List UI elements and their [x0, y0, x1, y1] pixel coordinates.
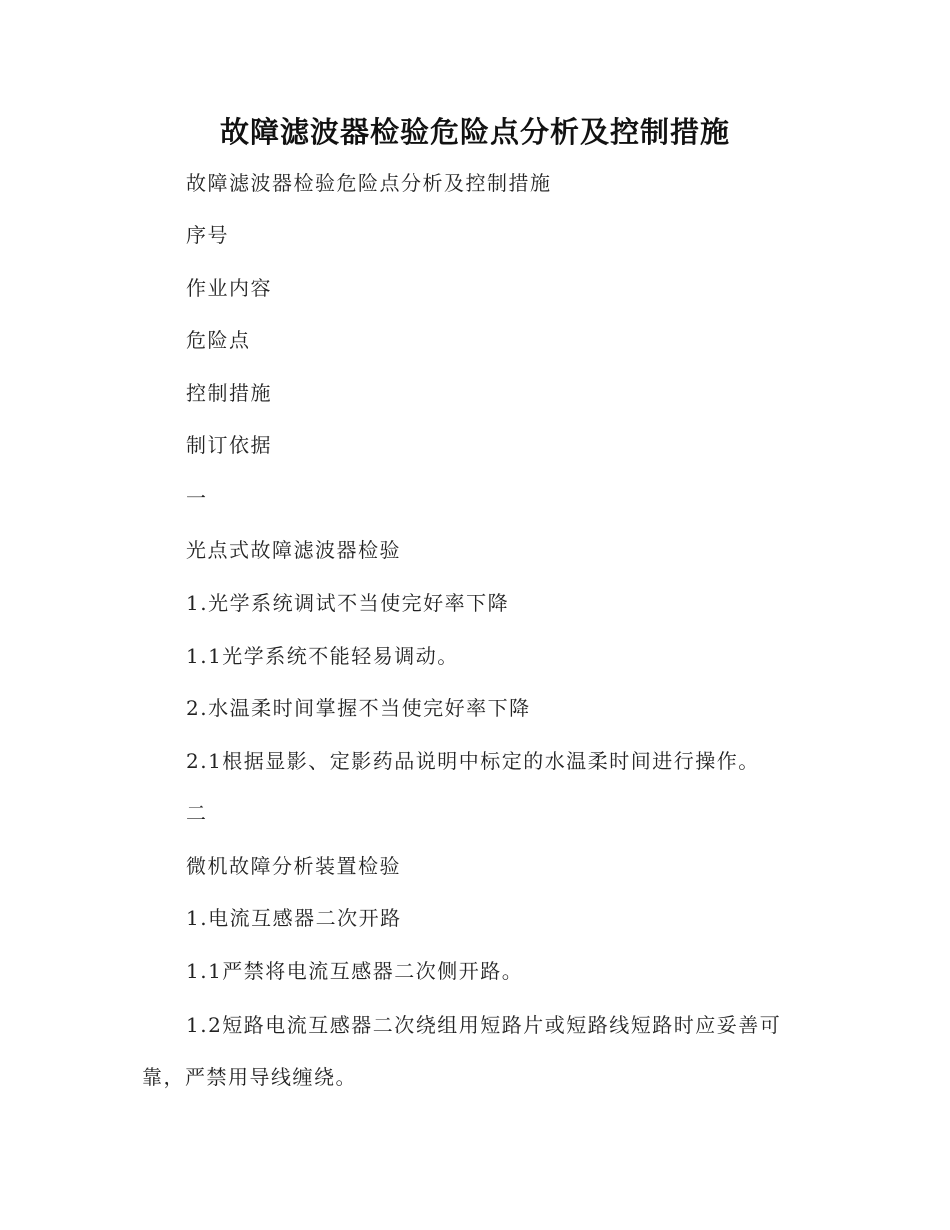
paragraph-basis: 制订依据	[186, 433, 272, 457]
paragraph-item-ct-1-1: 1.1严禁将电流互感器二次侧开路。	[186, 959, 524, 983]
paragraph-item-2-1: 2.1根据显影、定影药品说明中标定的水温柔时间进行操作。	[186, 749, 760, 773]
paragraph-item-1: 1.光学系统调试不当使完好率下降	[186, 591, 510, 615]
paragraph-danger-point: 危险点	[186, 328, 251, 352]
paragraph-control-measures: 控制措施	[186, 381, 272, 405]
paragraph-section-one: 一	[186, 486, 208, 510]
paragraph-section-two: 二	[186, 801, 208, 825]
paragraph-item-ct-1: 1.电流互感器二次开路	[186, 906, 402, 930]
document-title: 故障滤波器检验危险点分析及控制措施	[219, 115, 730, 149]
paragraph-serial-number: 序号	[186, 223, 229, 247]
paragraph-item-1-1: 1.1光学系统不能轻易调动。	[186, 644, 459, 668]
paragraph-item-ct-1-2: 1.2短路电流互感器二次绕组用短路片或短路线短路时应妥善可靠，严禁用导线缠绕。	[142, 1013, 782, 1089]
paragraph-work-content: 作业内容	[186, 276, 272, 300]
paragraph-section-two-title: 微机故障分析装置检验	[186, 854, 401, 878]
paragraph-item-2: 2.水温柔时间掌握不当使完好率下降	[186, 696, 531, 720]
paragraph-section-one-title: 光点式故障滤波器检验	[186, 538, 401, 562]
paragraph-subtitle: 故障滤波器检验危险点分析及控制措施	[186, 171, 552, 195]
